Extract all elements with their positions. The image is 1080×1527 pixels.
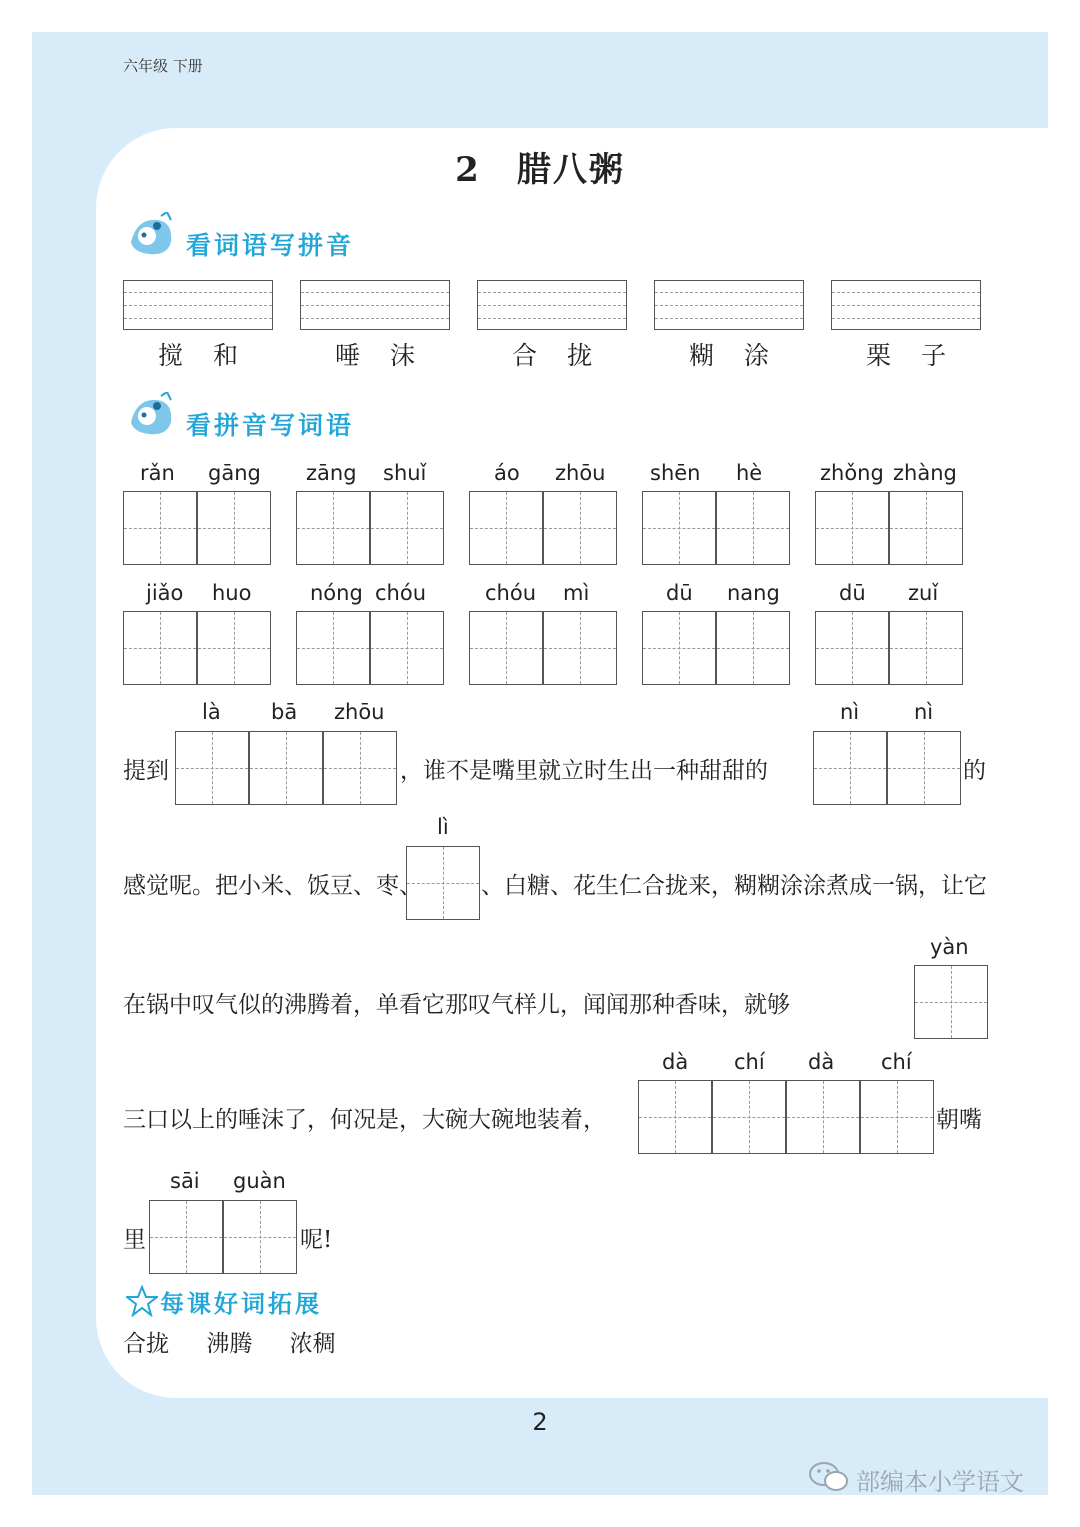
pinyin-label: mì [563,581,590,605]
passage-text: 三口以上的唾沫了，何况是，大碗大碗地装着， [123,1107,606,1133]
character-box[interactable] [716,611,790,685]
pinyin-label: zhǒng [820,461,884,485]
word-label: 唾沫 [334,341,445,370]
pinyin-label: zhōu [334,700,385,724]
pinyin-label: sāi [170,1169,200,1193]
pinyin-answer-box[interactable] [477,280,627,330]
pinyin-label: áo [494,461,520,485]
pinyin-label: nì [914,700,934,724]
character-box[interactable] [149,1200,223,1274]
pinyin-label: zhōu [555,461,606,485]
character-box[interactable] [370,611,444,685]
pinyin-label: shuǐ [383,461,427,485]
extension-word: 浓稠 [289,1331,336,1357]
passage-text: 朝嘴 [936,1107,982,1133]
section-heading-write-pinyin: 看词语写拼音 [186,231,355,260]
pinyin-label: yàn [930,935,969,959]
pinyin-label: chóu [375,581,427,605]
pinyin-label: gāng [208,461,261,485]
pinyin-label: bā [271,700,298,724]
character-box[interactable] [175,731,249,805]
passage-text: 在锅中叹气似的沸腾着，单看它那叹气样儿，闻闻那种香味，就够 [123,992,790,1018]
character-box[interactable] [889,611,963,685]
character-box[interactable] [716,491,790,565]
pinyin-answer-box[interactable] [654,280,804,330]
character-box[interactable] [197,611,271,685]
word-label: 合拢 [511,341,622,370]
character-box[interactable] [296,491,370,565]
pinyin-label: dà [808,1050,835,1074]
character-box[interactable] [887,731,961,805]
pinyin-label: dū [666,581,693,605]
pinyin-label: hè [736,461,763,485]
passage-text: 呢! [300,1227,333,1253]
page-number: 2 [532,1408,548,1436]
character-box[interactable] [543,491,617,565]
pinyin-label: guàn [233,1169,286,1193]
pinyin-answer-box[interactable] [123,280,273,330]
wechat-icon [808,1460,850,1494]
character-box[interactable] [815,491,889,565]
pinyin-answer-box[interactable] [300,280,450,330]
character-box[interactable] [406,846,480,920]
character-box[interactable] [638,1080,712,1154]
character-box[interactable] [370,491,444,565]
extension-word: 沸腾 [206,1331,253,1357]
passage-text: 的 [963,758,986,784]
pinyin-label: huo [212,581,252,605]
watermark: 部编本小学语文 [856,1468,1024,1496]
passage-text: 感觉呢。把小米、饭豆、枣、 [123,873,422,899]
character-box[interactable] [642,491,716,565]
character-box[interactable] [860,1080,934,1154]
pinyin-label: là [202,700,221,724]
character-box[interactable] [815,611,889,685]
lesson-title: 2 腊八粥 [455,150,625,190]
pinyin-answer-box[interactable] [831,280,981,330]
character-box[interactable] [712,1080,786,1154]
word-label: 搅和 [157,341,268,370]
pinyin-label: nóng [310,581,363,605]
character-box[interactable] [249,731,323,805]
pinyin-label: dū [839,581,866,605]
pinyin-label: nì [840,700,860,724]
pinyin-label: chóu [485,581,537,605]
character-box[interactable] [123,611,197,685]
passage-text: ，谁不是嘴里就立时生出一种甜甜的 [400,758,768,784]
character-box[interactable] [642,611,716,685]
character-box[interactable] [469,491,543,565]
section-heading-write-words: 看拼音写词语 [186,411,355,440]
star-icon [126,1285,158,1317]
passage-text: 、白糖、花生仁合拢来，糊糊涂涂煮成一锅，让它 [481,873,987,899]
character-box[interactable] [786,1080,860,1154]
pinyin-label: lì [437,815,449,839]
character-box[interactable] [543,611,617,685]
character-box[interactable] [296,611,370,685]
section-heading-extension: 每课好词拓展 [160,1289,322,1318]
pinyin-label: shēn [650,461,701,485]
word-label: 栗子 [865,341,976,370]
character-box[interactable] [197,491,271,565]
pinyin-label: zāng [306,461,357,485]
passage-text: 提到 [123,758,169,784]
pinyin-label: rǎn [140,461,175,485]
panda-icon [127,212,177,258]
pinyin-label: nang [727,581,780,605]
pinyin-label: zhàng [893,461,957,485]
character-box[interactable] [889,491,963,565]
word-label: 糊涂 [688,341,799,370]
pinyin-label: jiǎo [146,581,184,605]
character-box[interactable] [123,491,197,565]
pinyin-label: zuǐ [908,581,939,605]
character-box[interactable] [914,965,988,1039]
extension-word: 合拢 [123,1331,169,1357]
extension-words [123,1325,366,1358]
pinyin-label: dà [662,1050,689,1074]
grade-label: 六年级 下册 [123,57,203,75]
character-box[interactable] [223,1200,297,1274]
character-box[interactable] [469,611,543,685]
character-box[interactable] [813,731,887,805]
pinyin-label: chí [881,1050,912,1074]
character-box[interactable] [323,731,397,805]
passage-text: 里 [123,1227,146,1253]
pinyin-label: chí [734,1050,765,1074]
panda-icon [127,392,177,438]
